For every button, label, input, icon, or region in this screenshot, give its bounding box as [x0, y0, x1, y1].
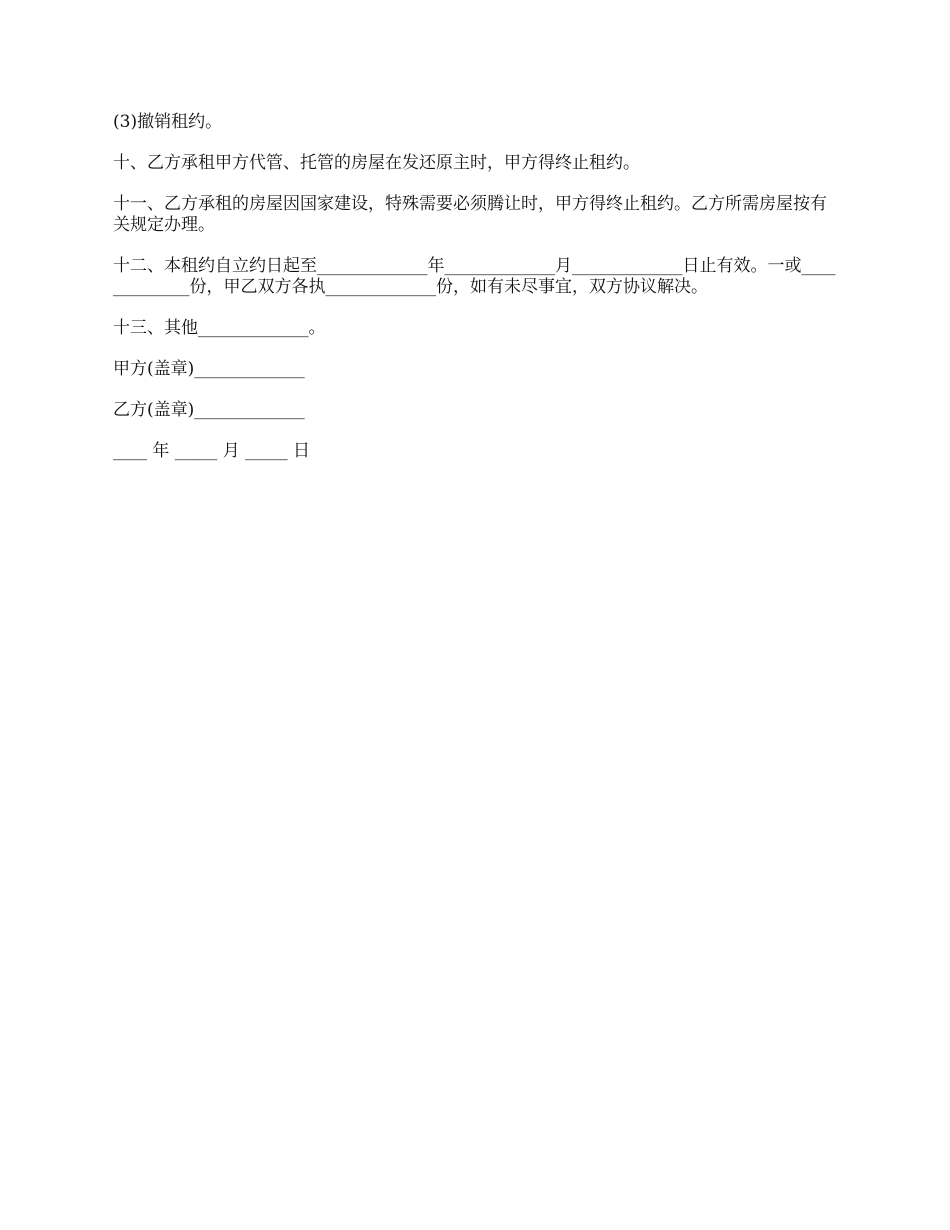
clause-eleven: 十一、乙方承租的房屋因国家建设，特殊需要必须腾让时，甲方得终止租约。乙方所需房屋按有关规定办理。 — [113, 194, 827, 235]
document-body — [113, 112, 843, 482]
clause-twelve: 十二、本租约自立约日起至_____________年_____________月_____________日止有效。一或_____________份，甲乙双方各执_____________份，如有未尽事宜，双方协议解决。 — [113, 256, 836, 297]
clause-thirteen: 十三、其他_____________。 — [113, 318, 326, 338]
party-a-seal-line: 甲方(盖章)_____________ — [113, 359, 305, 379]
clause-ten: 十、乙方承租甲方代管、托管的房屋在发还原主时，甲方得终止租约。 — [113, 153, 640, 173]
clause-revoke-lease: (3)撤销租约。 — [113, 112, 223, 132]
date-line: ____ 年 _____ 月 _____ 日 — [113, 441, 311, 461]
party-b-seal-line: 乙方(盖章)_____________ — [113, 400, 305, 420]
